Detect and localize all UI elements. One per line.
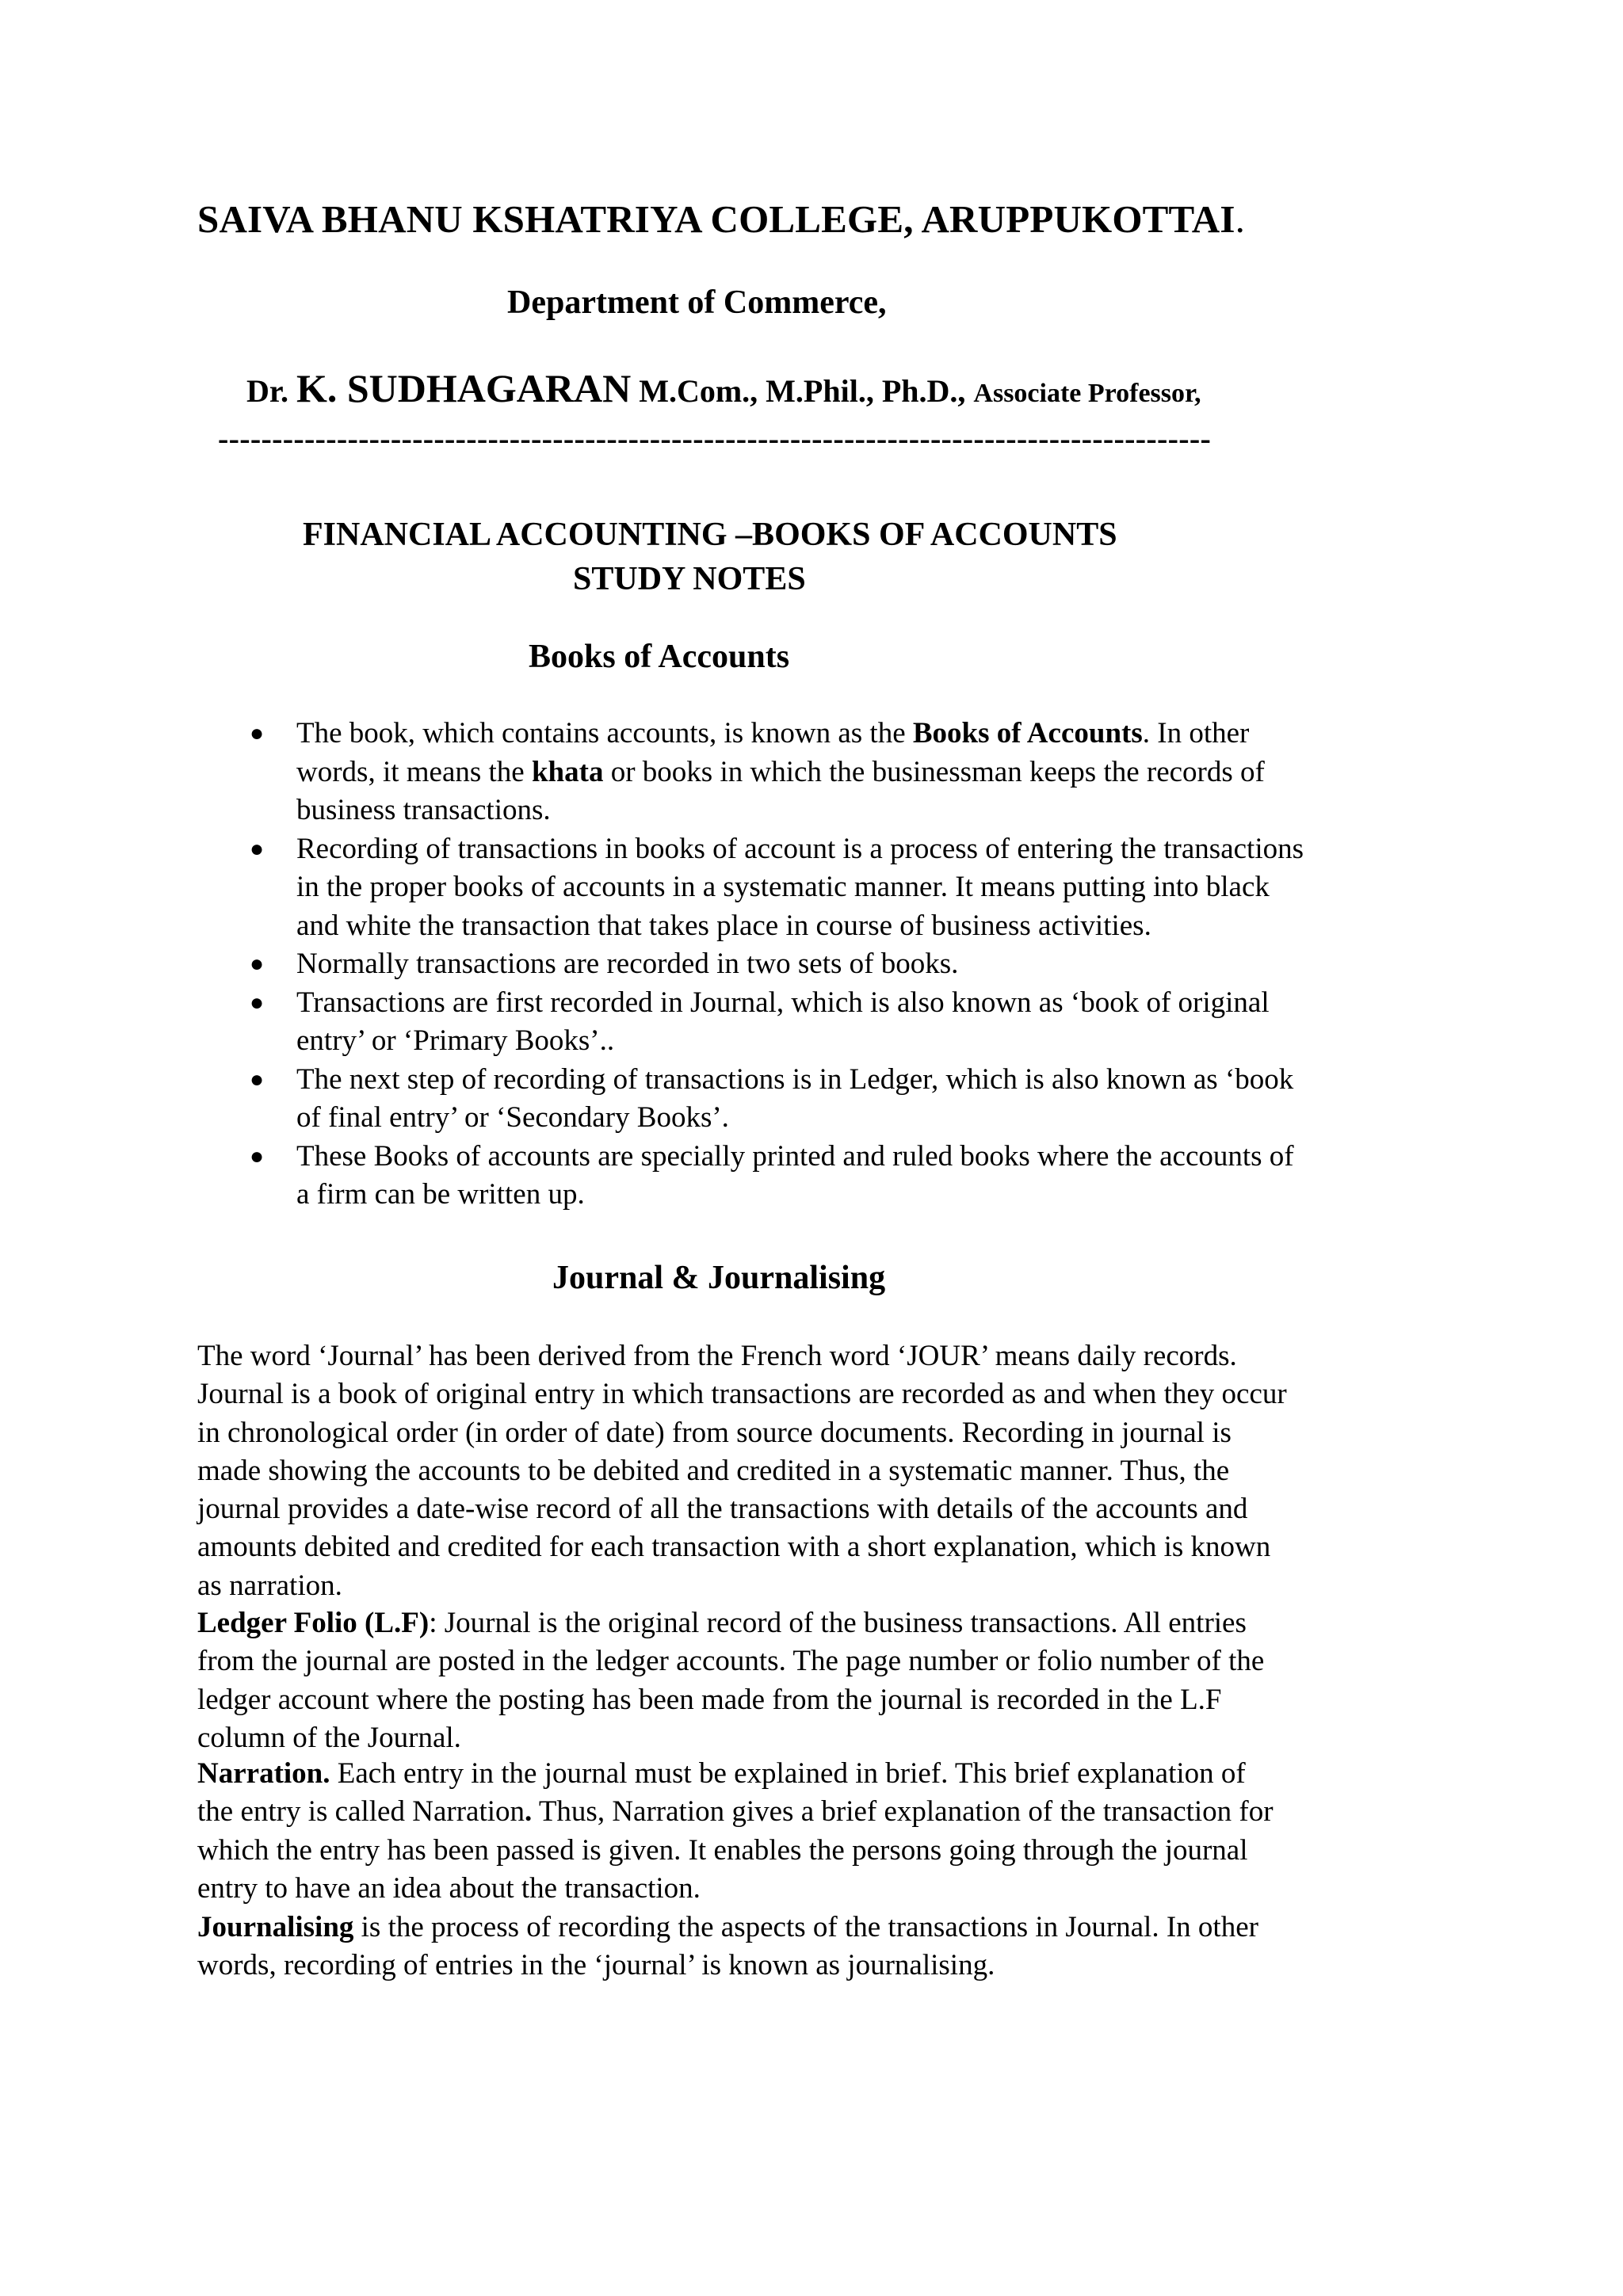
bullet-item <box>250 830 1438 946</box>
journal-intro-line: made showing the accounts to be debited and credited in a systematic manner. Thus, the <box>197 1454 1230 1487</box>
bullet-line <box>296 868 1438 907</box>
bullet-text: of final entry’ or ‘Secondary Books’. <box>296 1101 729 1134</box>
journal-intro-line: as narration. <box>197 1569 342 1602</box>
author-degrees: M.Com., M.Phil., Ph.D., <box>639 373 966 409</box>
ledger-folio-term: Ledger Folio (L.F) <box>197 1607 430 1639</box>
ledger-folio-first-line-text: : Journal is the original record of the business transactions. All entries <box>429 1607 1247 1639</box>
journal-intro-line: in chronological order (in order of date) from source documents. Recording in journal is <box>197 1416 1232 1449</box>
dashed-divider: -------------------------------------------------------------------------------------------- <box>218 421 1212 456</box>
bullet-item <box>250 715 1438 830</box>
bullet-line <box>296 1099 1438 1138</box>
narration-line-part: the entry is called Narration <box>197 1795 525 1829</box>
bullet-icon: ● <box>250 1066 265 1093</box>
bullet-icon: ● <box>250 989 265 1016</box>
bullet-text: in the proper books of accounts in a systematic manner. It means putting into black <box>296 871 1270 903</box>
bullet-line <box>296 753 1438 792</box>
document-subtitle: STUDY NOTES <box>573 561 806 597</box>
narration-line-part: Thus, Narration gives a brief explanation of the transaction for <box>532 1795 1274 1829</box>
ledger-folio-line: ledger account where the posting has been made from the journal is recorded in the L.F <box>197 1683 1222 1716</box>
bullet-text: Recording of transactions in books of account is a process of entering the transactions <box>296 832 1304 865</box>
college-name <box>197 196 1245 242</box>
ledger-folio-paragraph <box>197 1604 1434 1757</box>
bullet-line <box>296 907 1438 946</box>
bullet-line <box>296 1061 1438 1100</box>
narration-line: which the entry has been passed is given. It enables the persons going through the journal <box>197 1833 1248 1867</box>
bullet-item <box>250 1138 1438 1215</box>
narration-term: Narration. <box>197 1757 330 1790</box>
journal-intro-line: journal provides a date-wise record of all the transactions with details of the accounts and <box>197 1493 1248 1526</box>
journal-intro-line: The word ‘Journal’ has been derived from the French word ‘JOUR’ means daily records. <box>197 1340 1237 1372</box>
journalising-first-line <box>197 1909 1434 1947</box>
bullet-text: The next step of recording of transactions is in Ledger, which is also known as ‘book <box>296 1062 1294 1096</box>
author-line <box>246 365 1201 411</box>
author-title: Associate Professor, <box>973 379 1201 408</box>
bullet-line <box>296 830 1438 869</box>
document-title: FINANCIAL ACCOUNTING –BOOKS OF ACCOUNTS <box>303 517 1117 553</box>
bullet-line <box>296 945 1438 984</box>
journalising-paragraph <box>197 1909 1434 1985</box>
author-prefix: Dr. <box>246 373 288 409</box>
ledger-folio-line: from the journal are posted in the ledger accounts. The page number or folio number of the <box>197 1645 1265 1678</box>
bullet-line <box>296 1138 1438 1177</box>
ledger-folio-line: column of the Journal. <box>197 1721 461 1754</box>
narration-bold-period: . <box>525 1795 533 1829</box>
narration-line: entry to have an idea about the transaction. <box>197 1871 701 1905</box>
bullet-icon: ● <box>250 951 265 977</box>
narration-paragraph <box>197 1755 1434 1908</box>
bullet-text: The book, which contains accounts, is known as the <box>296 717 913 749</box>
bullet-line <box>296 984 1438 1023</box>
journal-intro-paragraph <box>197 1337 1434 1605</box>
narration-first-line-text: Each entry in the journal must be explained in brief. This brief explanation of <box>330 1757 1246 1790</box>
bullet-text: Transactions are first recorded in Journal, which is also known as ‘book of original <box>296 986 1270 1019</box>
bullet-text: and white the transaction that takes place in course of business activities. <box>296 909 1151 942</box>
section-heading-journal: Journal & Journalising <box>552 1260 886 1296</box>
bullet-text: a firm can be written up. <box>296 1178 585 1211</box>
department-name: Department of Commerce, <box>507 284 887 321</box>
journalising-term: Journalising <box>197 1911 354 1943</box>
bullet-text: Normally transactions are recorded in two sets of books. <box>296 948 959 980</box>
bullet-text: . In other <box>1142 717 1250 749</box>
books-of-accounts-bullet-list <box>250 715 1438 1215</box>
journal-intro-line: amounts debited and credited for each transaction with a short explanation, which is known <box>197 1531 1271 1564</box>
college-name-text: SAIVA BHANU KSHATRIYA COLLEGE, ARUPPUKOTTAI <box>197 197 1235 241</box>
bullet-bold-term: Books of Accounts <box>912 717 1143 749</box>
journalising-first-line-text: is the process of recording the aspects of the transactions in Journal. In other <box>353 1911 1258 1943</box>
bullet-line <box>296 715 1438 753</box>
bullet-text: These Books of accounts are specially printed and ruled books where the accounts of <box>296 1139 1294 1173</box>
narration-first-line <box>197 1755 1434 1793</box>
journalising-line: words, recording of entries in the ‘journal’ is known as journalising. <box>197 1949 995 1982</box>
bullet-item <box>250 1061 1438 1138</box>
bullet-line <box>296 791 1438 830</box>
bullet-item <box>250 984 1438 1061</box>
bullet-line <box>296 1022 1438 1061</box>
section-heading-books-of-accounts: Books of Accounts <box>529 639 790 675</box>
bullet-text: or books in which the businessman keeps the records of <box>603 755 1265 788</box>
bullet-icon: ● <box>250 1142 265 1169</box>
author-name: K. SUDHAGARAN <box>296 366 632 410</box>
bullet-bold-term: khata <box>531 755 604 788</box>
bullet-text: words, it means the <box>296 755 532 788</box>
bullet-icon: ● <box>250 720 265 746</box>
journal-intro-line: Journal is a book of original entry in which transactions are recorded as and when they occur <box>197 1378 1287 1411</box>
bullet-line <box>296 1176 1438 1215</box>
bullet-icon: ● <box>250 835 265 862</box>
bullet-text: entry’ or ‘Primary Books’.. <box>296 1024 615 1057</box>
bullet-item <box>250 945 1438 984</box>
bullet-text: business transactions. <box>296 794 551 826</box>
narration-second-line <box>197 1793 1434 1831</box>
college-name-dot: . <box>1235 197 1246 241</box>
ledger-folio-first-line <box>197 1604 1434 1642</box>
